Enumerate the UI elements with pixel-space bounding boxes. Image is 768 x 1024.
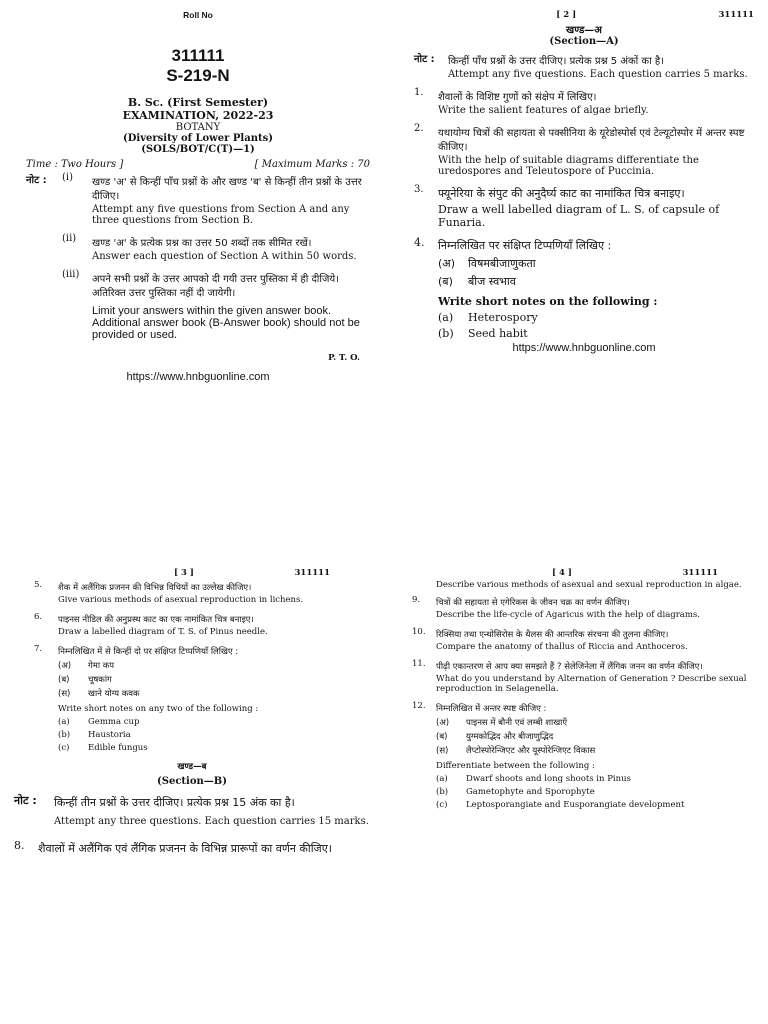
question-item: 5. शैक में अलैंगिक प्रजनन की विभिन्न विधियों का उल्लेख कीजिए। Give various methods of asexual reproduction in lichens.: [34, 580, 370, 607]
question-english: What do you understand by Alternation of Generation ? Describe sexual reproduction in Selagenella.: [436, 674, 747, 694]
question-item: 9. चित्रों की सहायता से एगेरिकस के जीवन चक्र का वर्णन कीजिए। Describe the life-cycle of Agaricus with the help of diagrams.: [412, 595, 758, 622]
question-item: 7. निम्नलिखित में से किन्हीं दो पर संक्षिप्त टिप्पणियाँ लिखिए : (अ) गेमा कप (ब) चूषकांग (स) खाने योग्य कवक Write short notes on any two of the following : (a) Gemma cup (b) Haustoria (c) Edible fungus: [34, 644, 370, 753]
page-header: [414, 10, 754, 20]
question-hindi: फ्यूनेरिया के संपुट की अनुदैर्घ्य काट का नामांकित चित्र बनाइए।: [438, 187, 685, 200]
question-hindi: चित्रों की सहायता से एगेरिकस के जीवन चक्र का वर्णन कीजिए।: [436, 598, 630, 608]
question-english: Describe the life-cycle of Agaricus with the help of diagrams.: [436, 610, 700, 620]
pto-label: P. T. O.: [328, 353, 360, 363]
paper-code-series: S-219-N: [166, 66, 230, 85]
roll-no-label: Roll No: [183, 10, 213, 20]
page-number: [ 3 ]: [174, 568, 194, 578]
note-item: (i) खण्ड 'अ' से किन्हीं पाँच प्रश्नों के और खण्ड 'ब' से किन्हीं तीन प्रश्नों के उत्तर दीजिए। Attempt any five questions from Section A and any three questions from Section B.: [62, 172, 370, 228]
option-item: (b) Seed habit: [438, 327, 528, 340]
option-item: (ब) बीज स्वभाव: [438, 275, 516, 288]
section-note: [14, 793, 370, 829]
notes-list: [62, 172, 370, 343]
section-title-english: (Section—B): [157, 776, 227, 787]
section-title-hindi: खण्ड—ब: [177, 762, 207, 772]
question-item: 11. पीढ़ी एकान्तरण से आप क्या समझते हैं ? सेलेजिनेला में लैंगिक जनन का वर्णन कीजिए। What do you understand by Alternation of Generation ? Describe sexual reproduction in Selagenella.: [412, 659, 758, 696]
note-label: नोट :: [26, 175, 47, 186]
question-english: Draw a well labelled diagram of L. S. of capsule of Funaria.: [438, 203, 720, 229]
continued-question-english: Describe various methods of asexual and sexual reproduction in algae.: [436, 580, 742, 590]
time-label: Time : Two Hours ]: [26, 159, 124, 170]
question-item: 6. पाइनस नीडिल की अनुप्रस्थ काट का एक नामांकित चित्र बनाइए। Draw a labelled diagram of T. S. of Pinus needle.: [34, 612, 370, 639]
option-item: (अ) पाइनस में बौनी एवं लम्बी शाखाएँ: [436, 718, 568, 728]
exam-title: EXAMINATION, 2022-23: [122, 109, 274, 122]
page-divider: [0, 548, 768, 558]
section-title-hindi: खण्ड—अ: [566, 25, 602, 36]
paper-course-code: (SOLS/BOT/C(T)—1): [141, 144, 255, 155]
page-header: [412, 568, 758, 578]
option-item: (ब) युग्मकोद्भिद और बीजाणुद्भिद: [436, 732, 554, 742]
question-hindi: रिक्सिया तथा एन्थोसिरोस के थैलस की आन्तरिक संरचना की तुलना कीजिए।: [436, 630, 669, 640]
subject-title: BOTANY: [175, 122, 221, 133]
note-hindi: किन्हीं तीन प्रश्नों के उत्तर दीजिए। प्रत्येक प्रश्न 15 अंक का है।: [54, 796, 295, 809]
header-code: 311111: [718, 10, 754, 20]
question-hindi: पाइनस नीडिल की अनुप्रस्थ काट का एक नामांकित चित्र बनाइए।: [58, 615, 254, 625]
note-hindi: अपने सभी प्रश्नों के उत्तर आपको दी गयी उत्तर पुस्तिका में ही दीजिये। अतिरिक्त उत्तर पुस्तिका नहीं दी जायेगी।: [92, 274, 339, 299]
question-item: 4. निम्नलिखित पर संक्षिप्त टिप्पणियाँ लिखिए : (अ) विषमबीजाणुकता (ब) बीज स्वभाव Write short notes on the following : (a) Heterospory (b) Seed habit: [414, 236, 754, 340]
question-hindi: शैवालों में अलैंगिक एवं लैंगिक प्रजनन के विभिन्न प्रारूपों का वर्णन कीजिए।: [38, 842, 332, 855]
course-title: B. Sc. (First Semester): [127, 96, 269, 109]
option-item: (स) खाने योग्य कवक: [58, 689, 140, 699]
section-note: [414, 51, 754, 82]
option-item: (a) Dwarf shoots and long shoots in Pinus: [436, 774, 631, 784]
section-title-english: (Section—A): [549, 36, 619, 47]
website-url: https://www.hnbguonline.com: [126, 371, 270, 383]
note-hindi: खण्ड 'अ' के प्रत्येक प्रश्न का उत्तर 50 शब्दों तक सीमित रखें।: [92, 238, 312, 249]
question-english: Compare the anatomy of thallus of Riccia and Anthoceros.: [436, 642, 688, 652]
question-item: 3. फ्यूनेरिया के संपुट की अनुदैर्घ्य काट का नामांकित चित्र बनाइए। Draw a well labelled diagram of L. S. of capsule of Funaria.: [414, 184, 754, 231]
option-item: (a) Gemma cup: [58, 717, 140, 727]
option-item: (ब) चूषकांग: [58, 675, 112, 685]
note-english: Attempt any three questions. Each question carries 15 marks.: [54, 816, 369, 827]
page-number: [ 2 ]: [556, 10, 577, 20]
instructions: [26, 172, 370, 343]
max-marks-label: [ Maximum Marks : 70: [254, 159, 370, 170]
note-item: (ii) खण्ड 'अ' के प्रत्येक प्रश्न का उत्तर 50 शब्दों तक सीमित रखें। Answer each question of Section A within 50 words.: [62, 233, 370, 264]
question-hindi: यथायोग्य चित्रों की सहायता से पक्सीनिया के यूरेडोस्पोर्स एवं टेल्यूटोस्पोर में अन्तर स्पष्ट कीजिए।: [438, 128, 745, 153]
option-item: (c) Leptosporangiate and Eusporangiate development: [436, 800, 685, 810]
question-hindi: शैक में अलैंगिक प्रजनन की विभिन्न विधियों का उल्लेख कीजिए।: [58, 583, 252, 593]
question-english: Draw a labelled diagram of T. S. of Pinus needle.: [58, 627, 268, 637]
note-item: (iii) अपने सभी प्रश्नों के उत्तर आपको दी गयी उत्तर पुस्तिका में ही दीजिये। अतिरिक्त उत्तर पुस्तिका नहीं दी जायेगी। Limit your answers within the given answer book. Additional answer book (B-Answer book) should not be provided or used.: [62, 269, 370, 343]
note-label: नोट :: [414, 54, 435, 65]
note-english: Attempt any five questions from Section A and any three questions from Section B.: [92, 204, 350, 226]
question-english: Differentiate between the following :: [436, 761, 595, 771]
website-url: https://www.hnbguonline.com: [512, 342, 656, 354]
question-english: Write short notes on the following :: [438, 295, 658, 308]
question-hindi: निम्नलिखित में से किन्हीं दो पर संक्षिप्त टिप्पणियाँ लिखिए :: [58, 647, 239, 657]
option-item: (c) Edible fungus: [58, 743, 148, 753]
question-english: With the help of suitable diagrams differentiate the uredospores and Teleutospore of Puccinia.: [438, 155, 699, 177]
question-hindi: शैवालों के विशिष्ट गुणों को संक्षेप में लिखिए।: [438, 92, 597, 103]
page-3: [0, 560, 384, 1024]
option-item: (b) Haustoria: [58, 730, 131, 740]
note-hindi: खण्ड 'अ' से किन्हीं पाँच प्रश्नों के और खण्ड 'ब' से किन्हीं तीन प्रश्नों के उत्तर दीजिए।: [92, 177, 362, 202]
question-item: 1. शैवालों के विशिष्ट गुणों को संक्षेप में लिखिए। Write the salient features of algae briefly.: [414, 87, 754, 118]
note-label: नोट :: [14, 794, 37, 807]
option-item: (a) Heterospory: [438, 311, 538, 324]
page-2: [384, 0, 768, 545]
page-number: [ 4 ]: [552, 568, 572, 578]
page-4: [384, 560, 768, 1024]
option-item: (अ) गेमा कप: [58, 661, 115, 671]
header-code: 311111: [294, 568, 330, 578]
note-english: Attempt any five questions. Each question carries 5 marks.: [448, 69, 748, 80]
note-english: Limit your answers within the given answer book. Additional answer book (B-Answer book) should not be provided or used.: [92, 305, 360, 341]
question-item: 12. निम्नलिखित में अन्तर स्पष्ट कीजिए : (अ) पाइनस में बौनी एवं लम्बी शाखाएँ (ब) युग्मकोद्भिद और बीजाणुद्भिद (स) लैप्टोस्पोरेन्जिएट और यूस्पोरेन्जिएट विकास Differentiate between the following : (a) Dwarf shoots and long shoots in Pinus (b) Gametophyte and Sporophyte (c) Leptosporangiate and Eusporangiate development: [412, 701, 758, 810]
header-code: 311111: [682, 568, 718, 578]
option-item: (b) Gametophyte and Sporophyte: [436, 787, 595, 797]
paper-code-number: 311111: [171, 46, 225, 65]
question-english: Write short notes on any two of the following :: [58, 704, 259, 714]
option-item: (अ) विषमबीजाणुकता: [438, 257, 536, 270]
option-item: (स) लैप्टोस्पोरेन्जिएट और यूस्पोरेन्जिएट विकास: [436, 746, 596, 756]
note-english: Answer each question of Section A within 50 words.: [92, 251, 357, 262]
time-marks-row: [26, 159, 370, 170]
question-hindi: पीढ़ी एकान्तरण से आप क्या समझते हैं ? सेलेजिनेला में लैंगिक जनन का वर्णन कीजिए।: [436, 662, 703, 672]
note-hindi: किन्हीं पाँच प्रश्नों के उत्तर दीजिए। प्रत्येक प्रश्न 5 अंकों का है।: [448, 56, 664, 67]
question-english: Write the salient features of algae briefly.: [438, 105, 649, 116]
question-hindi: निम्नलिखित में अन्तर स्पष्ट कीजिए :: [436, 704, 547, 714]
page-header: [14, 568, 370, 578]
question-item: 10. रिक्सिया तथा एन्थोसिरोस के थैलस की आन्तरिक संरचना की तुलना कीजिए। Compare the anatomy of thallus of Riccia and Anthoceros.: [412, 627, 758, 654]
question-item: 8. शैवालों में अलैंगिक एवं लैंगिक प्रजनन के विभिन्न प्रारूपों का वर्णन कीजिए।: [14, 839, 370, 858]
question-hindi: निम्नलिखित पर संक्षिप्त टिप्पणियाँ लिखिए :: [438, 239, 612, 252]
question-item: 2. यथायोग्य चित्रों की सहायता से पक्सीनिया के यूरेडोस्पोर्स एवं टेल्यूटोस्पोर में अन्तर स्पष्ट कीजिए। With the help of suitable diagrams differentiate the uredospores and Teleutospore of Puccinia.: [414, 123, 754, 179]
question-english: Give various methods of asexual reproduction in lichens.: [58, 595, 304, 605]
page-1: [0, 0, 384, 545]
paper-title: (Diversity of Lower Plants): [123, 133, 273, 144]
